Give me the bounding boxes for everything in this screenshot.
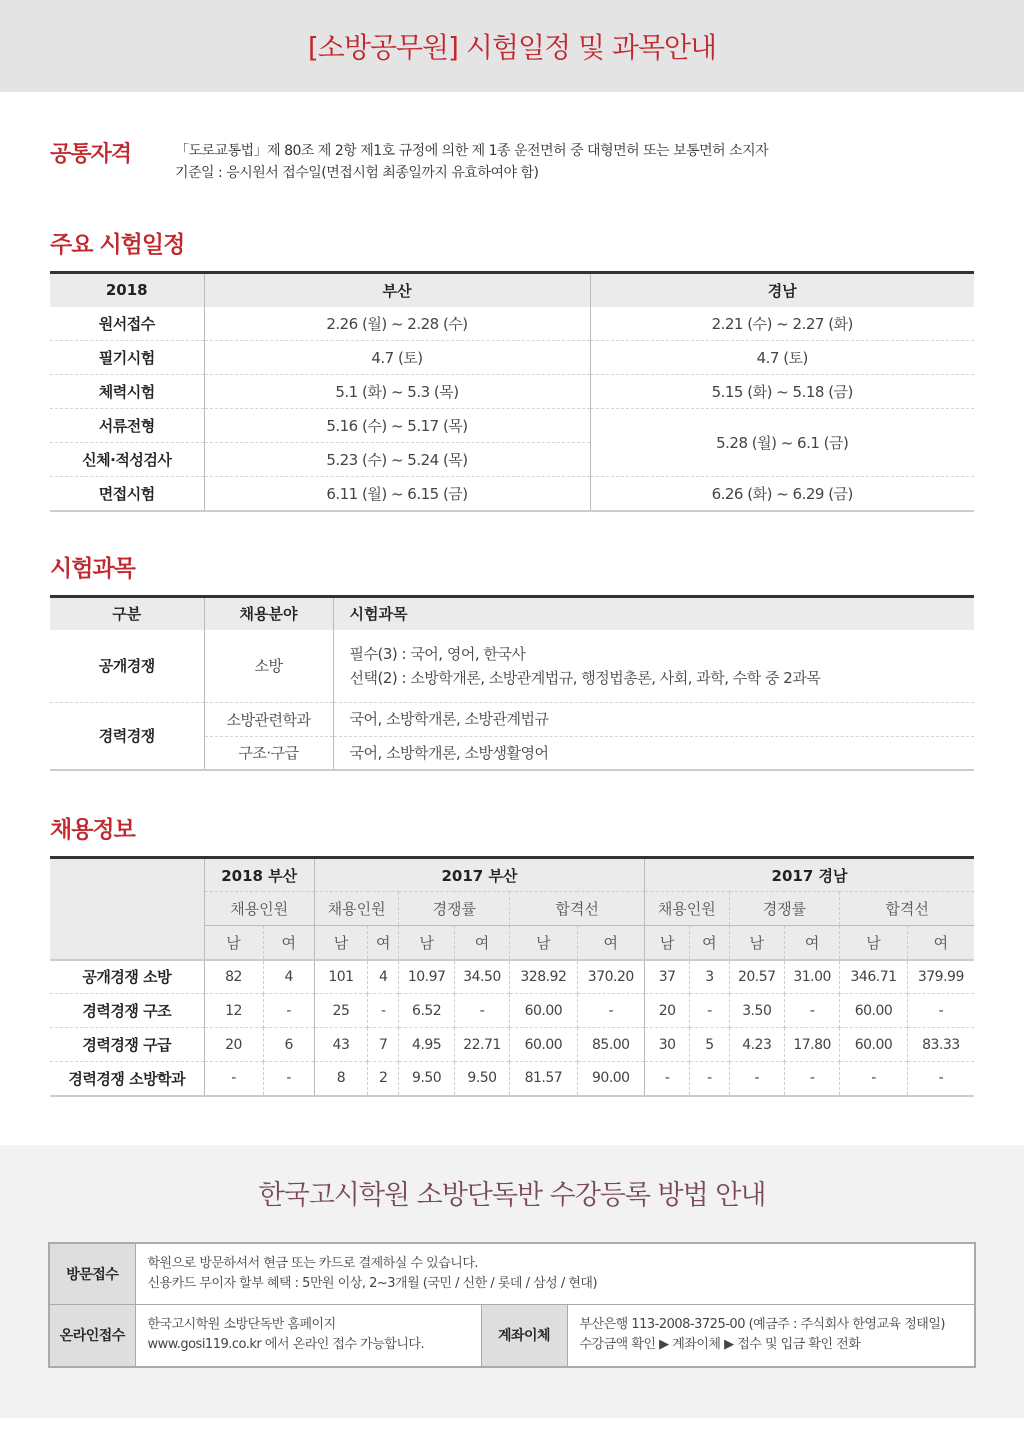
online-info — [135, 1305, 481, 1367]
visit-line2: 신용카드 무이자 할부 혜택 : 5만원 이상, 2~3개월 (국민 / 신한 / 롯데 / 삼성 / 현대) — [147, 1275, 598, 1291]
value-cell: 20 — [645, 994, 690, 1028]
common-qualification-text — [175, 140, 768, 184]
value-cell: 34.50 — [454, 960, 509, 994]
value-cell: 20 — [204, 1028, 263, 1062]
value-cell: 60.00 — [510, 1028, 577, 1062]
male-header: 남 — [645, 926, 690, 960]
group-2018-busan: 2018 부산 — [204, 858, 314, 892]
header-subjects: 시험과목 — [333, 596, 974, 630]
group-2017-gyeongnam: 2017 경남 — [645, 858, 974, 892]
row-label: 필기시험 — [98, 349, 155, 367]
busan-date: 5.1 (화) ~ 5.3 (목) — [204, 375, 590, 409]
busan-date: 4.7 (토) — [204, 341, 590, 375]
value-cell: - — [729, 1062, 784, 1096]
value-cell: 83.33 — [907, 1028, 974, 1062]
schedule-table — [50, 271, 974, 512]
header-category: 구분 — [50, 596, 204, 630]
value-cell: 10.97 — [399, 960, 454, 994]
common-qualification-line1: 「도로교통법」제 80조 제 2항 제1호 규정에 의한 제 1종 운전면허 중 대형면허 또는 보통면허 소지자 — [175, 143, 769, 159]
value-cell: - — [204, 1062, 263, 1096]
top-banner — [0, 0, 1024, 92]
male-header: 남 — [204, 926, 263, 960]
table-row — [50, 1062, 974, 1096]
value-cell: - — [263, 1062, 314, 1096]
value-cell: 12 — [204, 994, 263, 1028]
value-cell: 20.57 — [729, 960, 784, 994]
male-header: 남 — [314, 926, 367, 960]
field: 소방 — [204, 630, 333, 702]
recruit-table — [50, 856, 974, 1097]
schedule-title: 주요 시험일정 — [50, 232, 185, 258]
registration-title: 한국고시학원 소방단독반 수강등록 방법 안내 — [258, 1179, 766, 1211]
value-cell: 37 — [645, 960, 690, 994]
male-header: 남 — [840, 926, 907, 960]
sub-header: 채용인원 — [645, 892, 730, 926]
row-label: 서류전형 — [98, 417, 155, 435]
male-header: 남 — [399, 926, 454, 960]
table-row — [50, 1028, 974, 1062]
value-cell: - — [577, 994, 644, 1028]
common-qualification — [50, 140, 974, 184]
value-cell: 6.52 — [399, 994, 454, 1028]
sub-header: 채용인원 — [204, 892, 314, 926]
value-cell: - — [263, 994, 314, 1028]
category: 경력경쟁 — [98, 727, 155, 746]
header-busan: 부산 — [204, 273, 590, 307]
female-header: 여 — [263, 926, 314, 960]
value-cell: 85.00 — [577, 1028, 644, 1062]
male-header: 남 — [729, 926, 784, 960]
female-header: 여 — [577, 926, 644, 960]
transfer-account: 부산은행 113-2008-3725-00 (예금주 : 주식회사 한영교육 정태일) — [579, 1317, 945, 1333]
category: 공개경쟁 — [98, 657, 155, 676]
female-header: 여 — [907, 926, 974, 960]
table-row — [50, 341, 974, 375]
value-cell: 60.00 — [510, 994, 577, 1028]
value-cell: - — [368, 994, 399, 1028]
value-cell: - — [784, 994, 839, 1028]
value-cell: 22.71 — [454, 1028, 509, 1062]
value-cell: 60.00 — [840, 994, 907, 1028]
value-cell: - — [645, 1062, 690, 1096]
row-label: 면접시험 — [98, 484, 155, 503]
value-cell: 82 — [204, 960, 263, 994]
table-row — [50, 409, 974, 443]
table-row — [50, 960, 974, 994]
online-url[interactable]: www.gosi119.co.kr 에서 온라인 접수 가능합니다. — [147, 1337, 425, 1353]
header-gyeongnam: 경남 — [590, 273, 974, 307]
row-label: 원서접수 — [98, 314, 155, 333]
female-header: 여 — [690, 926, 729, 960]
common-qualification-label: 공통자격 — [50, 142, 132, 167]
visit-line1: 학원으로 방문하셔서 현금 또는 카드로 결제하실 수 있습니다. — [147, 1255, 479, 1271]
value-cell: 4.23 — [729, 1028, 784, 1062]
schedule-header-row — [50, 273, 974, 307]
required-subjects: 필수(3) : 국어, 영어, 한국사 — [349, 644, 526, 663]
value-cell: - — [907, 994, 974, 1028]
sub-header: 경쟁률 — [399, 892, 510, 926]
subjects-list: 국어, 소방학개론, 소방관계법규 — [333, 702, 974, 736]
value-cell: 5 — [690, 1028, 729, 1062]
gyeongnam-date: 6.26 (화) ~ 6.29 (금) — [590, 477, 974, 511]
row-label: 경력경쟁 소방학과 — [68, 1069, 186, 1088]
gyeongnam-date: 2.21 (수) ~ 2.27 (화) — [590, 307, 974, 341]
value-cell: 4 — [368, 960, 399, 994]
value-cell: - — [840, 1062, 907, 1096]
value-cell: 60.00 — [840, 1028, 907, 1062]
field: 구조·구급 — [204, 736, 333, 770]
value-cell: 81.57 — [510, 1062, 577, 1096]
value-cell: 370.20 — [577, 960, 644, 994]
value-cell: 328.92 — [510, 960, 577, 994]
busan-date: 6.11 (월) ~ 6.15 (금) — [204, 477, 590, 511]
value-cell: - — [907, 1062, 974, 1096]
value-cell: 379.99 — [907, 960, 974, 994]
value-cell: 6 — [263, 1028, 314, 1062]
transfer-label: 계좌이체 — [481, 1305, 567, 1367]
subjects-header-row — [50, 596, 974, 630]
field: 소방관련학과 — [204, 702, 333, 736]
registration-section — [0, 1145, 1024, 1418]
gyeongnam-date: 4.7 (토) — [590, 341, 974, 375]
female-header: 여 — [784, 926, 839, 960]
female-header: 여 — [368, 926, 399, 960]
header-field: 채용분야 — [204, 596, 333, 630]
page-title: [소방공무원] 시험일정 및 과목안내 — [307, 31, 717, 64]
value-cell: 9.50 — [399, 1062, 454, 1096]
recruit-group-row — [50, 858, 974, 892]
sub-header: 채용인원 — [314, 892, 399, 926]
busan-date: 2.26 (월) ~ 2.28 (수) — [204, 307, 590, 341]
header-year: 2018 — [50, 273, 204, 307]
table-row — [50, 702, 974, 736]
row-label: 경력경쟁 구조 — [82, 1002, 172, 1020]
gyeongnam-date: 5.28 (월) ~ 6.1 (금) — [590, 409, 974, 477]
recruit-body — [50, 960, 974, 1096]
value-cell: 8 — [314, 1062, 367, 1096]
sub-header: 합격선 — [510, 892, 645, 926]
online-label: 온라인접수 — [49, 1305, 135, 1367]
main-content — [0, 140, 1024, 1097]
busan-date: 5.23 (수) ~ 5.24 (목) — [204, 443, 590, 477]
row-label: 체력시험 — [98, 383, 155, 401]
visit-row — [49, 1243, 975, 1305]
value-cell: 101 — [314, 960, 367, 994]
value-cell: 4.95 — [399, 1028, 454, 1062]
male-header: 남 — [510, 926, 577, 960]
visit-info — [135, 1243, 975, 1305]
value-cell: 90.00 — [577, 1062, 644, 1096]
value-cell: - — [784, 1062, 839, 1096]
registration-table — [48, 1242, 976, 1368]
table-row — [50, 994, 974, 1028]
busan-date: 5.16 (수) ~ 5.17 (목) — [204, 409, 590, 443]
table-row — [50, 477, 974, 511]
value-cell: 25 — [314, 994, 367, 1028]
transfer-steps: 수강금액 확인 ▶ 계좌이체 ▶ 접수 및 입금 확인 전화 — [579, 1337, 861, 1353]
elective-subjects: 선택(2) : 소방학개론, 소방관계법규, 행정법총론, 사회, 과학, 수학 중 2과목 — [349, 668, 821, 687]
online-row — [49, 1305, 975, 1367]
online-line1: 한국고시학원 소방단독반 홈페이지 — [147, 1317, 336, 1333]
value-cell: - — [454, 994, 509, 1028]
gyeongnam-date: 5.15 (화) ~ 5.18 (금) — [590, 375, 974, 409]
group-2017-busan: 2017 부산 — [314, 858, 644, 892]
value-cell: 3.50 — [729, 994, 784, 1028]
value-cell: 3 — [690, 960, 729, 994]
corner-cell — [50, 858, 204, 960]
value-cell: 17.80 — [784, 1028, 839, 1062]
recruit-title: 채용정보 — [50, 817, 135, 843]
visit-label: 방문접수 — [49, 1243, 135, 1305]
sub-header: 합격선 — [840, 892, 974, 926]
value-cell: - — [690, 994, 729, 1028]
table-row — [50, 375, 974, 409]
row-label: 신체·적성검사 — [82, 451, 172, 469]
value-cell: 2 — [368, 1062, 399, 1096]
subjects-list: 국어, 소방학개론, 소방생활영어 — [333, 736, 974, 770]
value-cell: - — [690, 1062, 729, 1096]
transfer-info — [567, 1305, 975, 1367]
value-cell: 4 — [263, 960, 314, 994]
row-label: 경력경쟁 구급 — [82, 1036, 172, 1054]
common-qualification-line2: 기준일 : 응시원서 접수일(면접시험 최종일까지 유효하여야 함) — [175, 165, 539, 181]
value-cell: 30 — [645, 1028, 690, 1062]
value-cell: 9.50 — [454, 1062, 509, 1096]
subjects-title: 시험과목 — [50, 555, 135, 582]
value-cell: 7 — [368, 1028, 399, 1062]
sub-header: 경쟁률 — [729, 892, 840, 926]
row-label: 공개경쟁 소방 — [82, 968, 172, 987]
value-cell: 346.71 — [840, 960, 907, 994]
value-cell: 31.00 — [784, 960, 839, 994]
table-row — [50, 630, 974, 702]
female-header: 여 — [454, 926, 509, 960]
table-row — [50, 307, 974, 341]
subjects-list — [333, 630, 974, 702]
value-cell: 43 — [314, 1028, 367, 1062]
subjects-table — [50, 595, 974, 772]
